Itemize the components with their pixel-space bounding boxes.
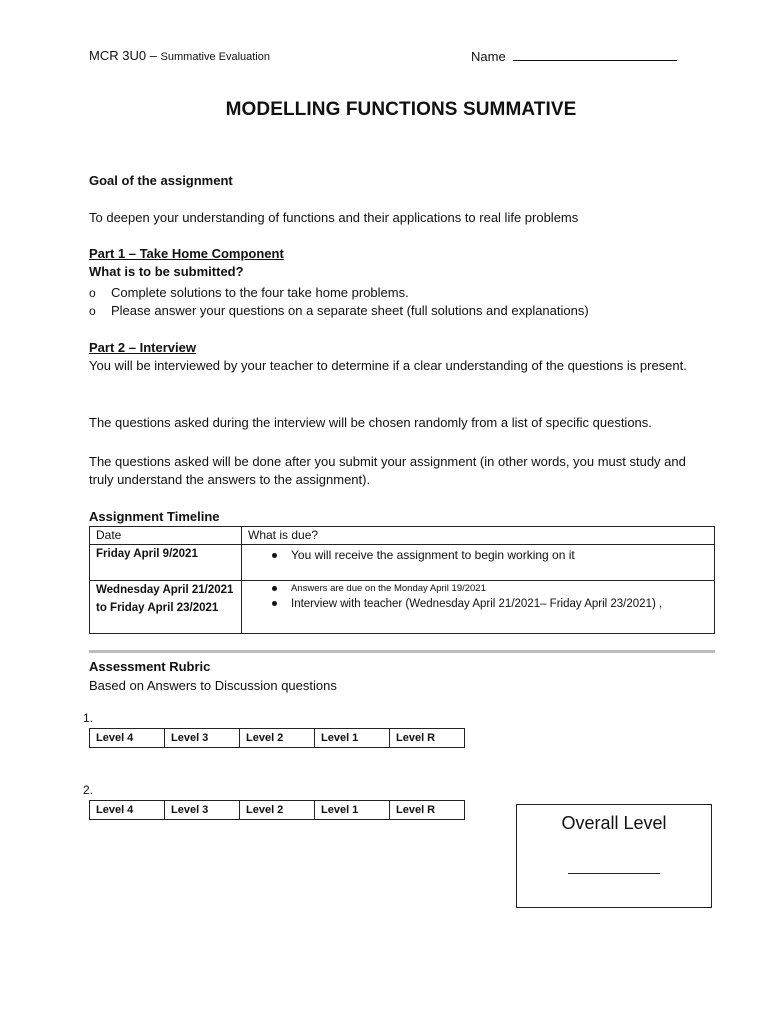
rubric-heading: Assessment Rubric — [89, 659, 211, 674]
row2-due-a — [248, 581, 708, 594]
row2-date-b: to Friday April 23/2021 — [96, 602, 219, 614]
course-subtitle: Summative Evaluation — [160, 51, 270, 63]
overall-level-blank-line[interactable] — [568, 872, 660, 874]
part2-heading: Part 2 – Interview — [89, 340, 196, 355]
row2-due-b-text: Interview with teacher (Wednesday April 21/2021– Friday April 23/2021) , — [291, 598, 663, 610]
bullet-marker: o — [89, 286, 96, 300]
bullet-marker: o — [89, 304, 96, 318]
part1-heading: Part 1 – Take Home Component — [89, 246, 284, 261]
row2-date-cell — [90, 581, 242, 634]
level-cell[interactable]: Level 4 — [90, 729, 165, 748]
question-1-label: 1. — [83, 711, 94, 725]
name-label: Name — [471, 49, 506, 64]
level-cell[interactable]: Level 2 — [240, 729, 315, 748]
table-header-row — [90, 527, 715, 545]
level-cell[interactable]: Level 1 — [315, 729, 390, 748]
list-item-text: Complete solutions to the four take home problems. — [111, 285, 409, 300]
row2-due-a-text: Answers are due on the Monday April 19/2021 — [291, 583, 486, 594]
table-row — [90, 801, 465, 820]
row2-due-b — [248, 594, 708, 610]
level-cell[interactable]: Level 3 — [165, 801, 240, 820]
part1-subheading: What is to be submitted? — [89, 264, 244, 279]
timeline-table — [89, 526, 715, 634]
question-2-label: 2. — [83, 783, 94, 797]
row1-due-cell — [242, 545, 715, 581]
rubric-levels-q2 — [89, 800, 465, 820]
level-cell[interactable]: Level R — [390, 801, 465, 820]
bullet-dot-icon — [272, 586, 277, 591]
row1-date: Friday April 9/2021 — [90, 545, 242, 581]
timeline-heading: Assignment Timeline — [89, 509, 220, 524]
table-row — [90, 545, 715, 581]
level-cell[interactable]: Level R — [390, 729, 465, 748]
bullet-dot-icon — [272, 601, 277, 606]
name-field[interactable] — [471, 48, 677, 64]
page-title: MODELLING FUNCTIONS SUMMATIVE — [225, 99, 577, 120]
table-row — [90, 729, 465, 748]
section-divider — [89, 650, 715, 653]
level-cell[interactable]: Level 4 — [90, 801, 165, 820]
col-due-header: What is due? — [242, 527, 715, 545]
overall-level-box — [516, 804, 712, 908]
list-item — [89, 302, 589, 320]
part2-paragraph-1: You will be interviewed by your teacher to determine if a clear understanding of the questions is present. — [89, 358, 687, 373]
level-cell[interactable]: Level 3 — [165, 729, 240, 748]
course-code-text: MCR 3U0 – — [89, 48, 157, 63]
list-item-text: Please answer your questions on a separate sheet (full solutions and explanations) — [111, 303, 589, 318]
col-date-header: Date — [90, 527, 242, 545]
row1-due — [248, 545, 708, 562]
rubric-subheading: Based on Answers to Discussion questions — [89, 678, 337, 693]
level-cell[interactable]: Level 1 — [315, 801, 390, 820]
bullet-dot-icon — [272, 553, 277, 558]
part2-paragraph-3: The questions asked will be done after you submit your assignment (in other words, you must study and truly understand the answers to the assignment). — [89, 454, 686, 487]
name-blank-line[interactable] — [513, 48, 677, 61]
overall-level-label: Overall Level — [561, 813, 667, 833]
part1-list — [89, 284, 589, 320]
table-row — [90, 581, 715, 634]
row1-due-text: You will receive the assignment to begin working on it — [291, 548, 575, 562]
course-code — [89, 48, 270, 63]
part2-paragraph-2: The questions asked during the interview will be chosen randomly from a list of specific questions. — [89, 415, 652, 430]
row2-due-cell — [242, 581, 715, 634]
level-cell[interactable]: Level 2 — [240, 801, 315, 820]
list-item — [89, 284, 589, 302]
row2-date-a: Wednesday April 21/2021 — [96, 584, 234, 596]
goal-heading: Goal of the assignment — [89, 173, 233, 188]
goal-text: To deepen your understanding of functions and their applications to real life problems — [89, 210, 579, 225]
rubric-levels-q1 — [89, 728, 465, 748]
